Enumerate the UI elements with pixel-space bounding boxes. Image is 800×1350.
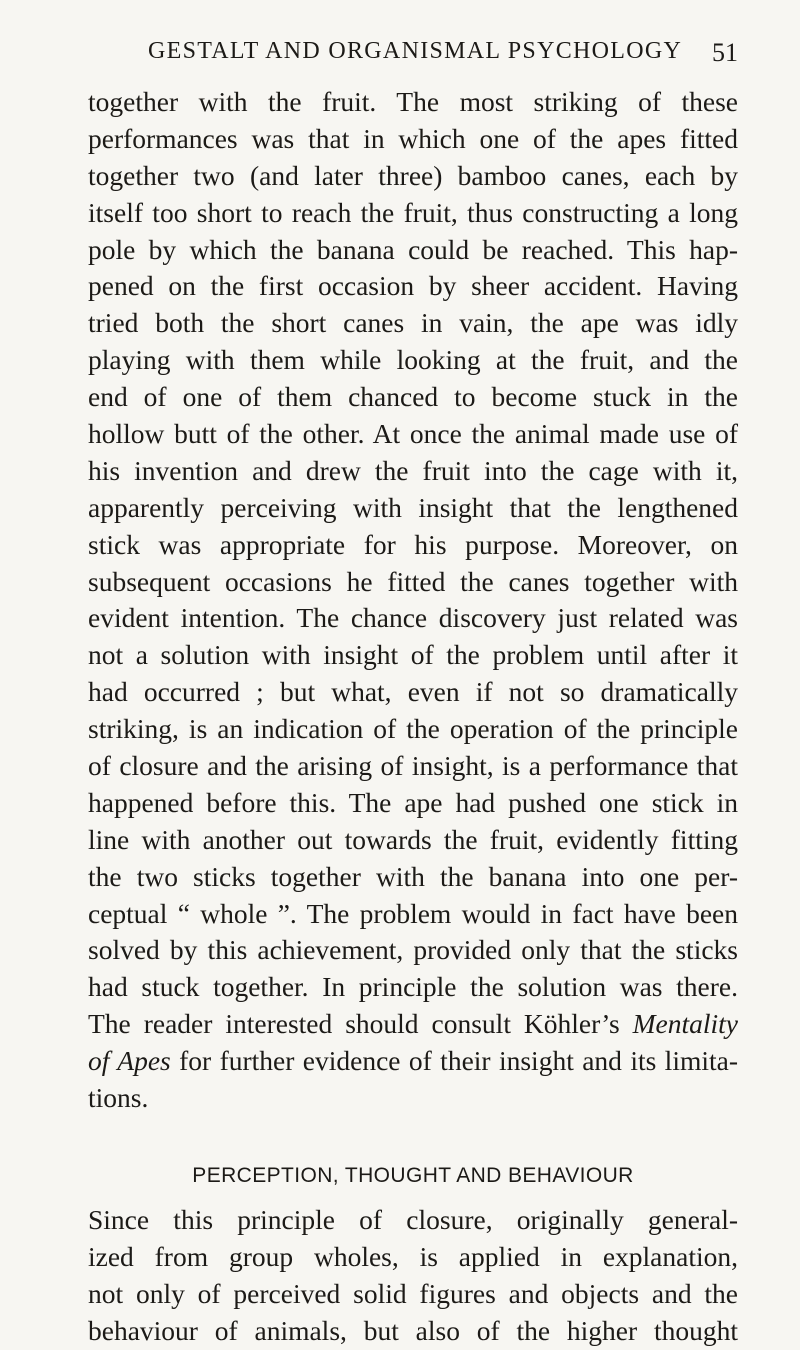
text-line: tions. [88,1082,149,1114]
text-line: Since this principle of closure, originally general- [88,1204,738,1235]
text-line: his invention and drew the fruit into the cage with it, [88,454,738,486]
text-line: together with the fruit. The most striking of these [88,86,738,117]
text-line: striking, is an indication of the operation of the principle [88,713,738,745]
text-line: together two (and later three) bamboo canes, each by [88,159,738,191]
text-line: had occurred ; but what, even if not so dramatically [88,676,738,708]
text-segment: for further evidence of their insight and its limita- [170,1045,739,1077]
text-line: pole by which the banana could be reached. This hap- [88,233,738,265]
running-head [88,38,738,78]
section-heading: PERCEPTION, THOUGHT AND BEHAVIOUR [192,1164,634,1187]
text-line: ized from group wholes, is applied in explanation, [88,1240,738,1272]
text-line: stick was appropriate for his purpose. Moreover, on [88,528,738,560]
book-title-italic: Mentality [632,1008,739,1040]
text-line: of closure and the arising of insight, is a performance that [88,750,738,782]
text-line: evident intention. The chance discovery just related was [88,602,738,634]
text-line: pened on the first occasion by sheer accident. Having [88,270,738,302]
text-line: subsequent occasions he fitted the canes together with [88,565,738,597]
text-line: hollow butt of the other. At once the animal made use of [88,418,738,450]
text-line: itself too short to reach the fruit, thus constructing a long [88,196,738,228]
text-line: had stuck together. In principle the solution was there. [88,971,738,1003]
page-number: 51 [712,38,738,67]
running-head-title: GESTALT AND ORGANISMAL PSYCHOLOGY [148,38,683,64]
text-line: solved by this achievement, provided only that the sticks [88,934,738,966]
text-line: tried both the short canes in vain, the ape was idly [88,307,738,339]
text-line-with-title [88,1006,738,1043]
body-paragraph-2 [88,1202,738,1350]
text-line: line with another out towards the fruit, evidently fitting [88,823,738,855]
text-line: performances was that in which one of the apes fitted [88,122,738,154]
text-line: ceptual “ whole ”. The problem would in fact have been [88,897,738,929]
book-title-italic: of Apes [88,1045,171,1077]
text-line: playing with them while looking at the fruit, and the [88,344,738,376]
text-line: the two sticks together with the banana into one per- [88,860,738,892]
text-line: not a solution with insight of the problem until after it [88,639,738,671]
text-line: end of one of them chanced to become stuck in the [88,381,738,413]
text-line: behaviour of animals, but also of the higher thought [88,1314,738,1346]
text-line: not only of perceived solid figures and objects and the [88,1277,738,1309]
text-segment: The reader interested should consult Köhler’s [88,1008,620,1040]
text-line: happened before this. The ape had pushed one stick in [88,786,738,818]
body-paragraph-1 [88,84,738,1117]
text-line-with-title [88,1043,738,1080]
text-line: apparently perceiving with insight that the lengthened [88,491,738,523]
